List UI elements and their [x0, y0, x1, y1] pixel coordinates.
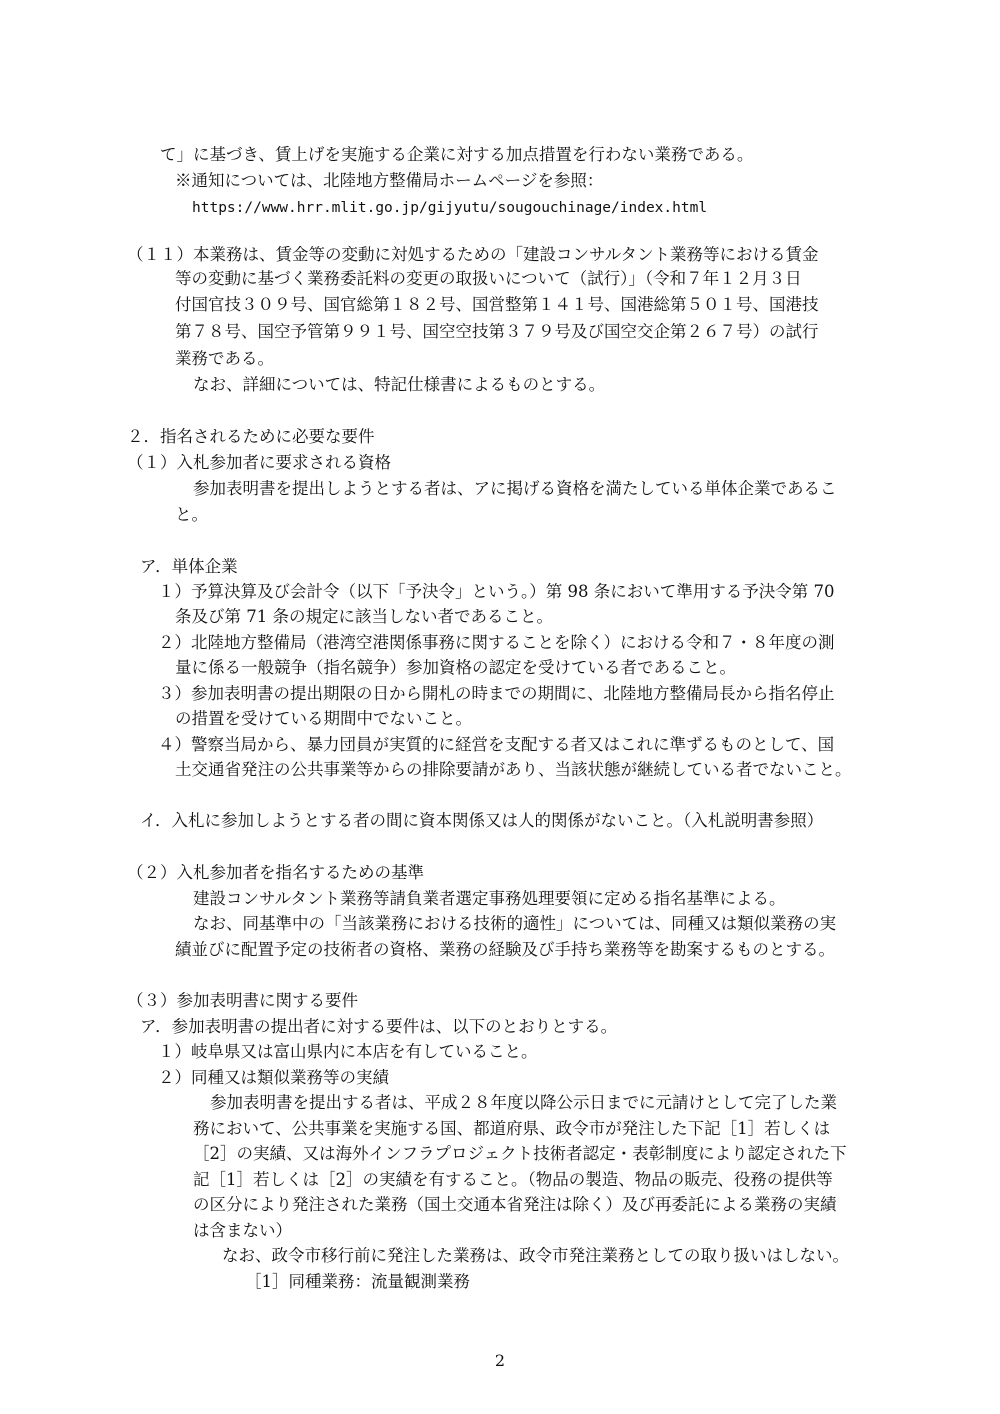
text-line: 第７８号、国空予管第９９１号、国空空技第３７９号及び国空交企第２６７号）の試行 — [175, 322, 819, 341]
text-line: 績並びに配置予定の技術者の資格、業務の経験及び手持ち業務等を勘案するものとする。 — [175, 940, 835, 959]
item-heading: イ．入札に参加しようとする者の間に資本関係又は人的関係がないこと。（入札説明書参照） — [140, 811, 824, 830]
text-line: 付国官技３０９号、国官総第１８２号、国営整第１４１号、国港総第５０１号、国港技 — [175, 295, 819, 314]
page-number: 2 — [494, 1351, 506, 1370]
text-line: ３）参加表明書の提出期限の日から開札の時までの期間に、北陸地方整備局長から指名停止 — [158, 684, 835, 703]
text-line: なお、政令市移行前に発注した業務は、政令市発注業務としての取り扱いはしない。 — [222, 1246, 849, 1265]
text-line: て」に基づき、賃上げを実施する企業に対する加点措置を行わない業務である。 — [160, 145, 754, 164]
item-heading: ア．参加表明書の提出者に対する要件は、以下のとおりとする。 — [140, 1017, 618, 1036]
text-line: 条及び第 71 条の規定に該当しない者であること。 — [175, 607, 553, 626]
text-line: ４）警察当局から、暴力団員が実質的に経営を支配する者又はこれに準ずるものとして、国 — [158, 735, 835, 754]
text-line: ［2］の実績、又は海外インフラプロジェクト技術者認定・表彰制度により認定された下 — [193, 1144, 847, 1163]
section-heading: ２．指名されるために必要な要件 — [127, 427, 375, 446]
text-line: ※通知については、北陸地方整備局ホームページを参照： — [175, 171, 604, 190]
text-line: 等の変動に基づく業務委託料の変更の取扱いについて（試行）」（令和７年１２月３日 — [175, 269, 802, 288]
text-line: １）予算決算及び会計令（以下「予決令」という。）第 98 条において準用する予決令第 70 — [158, 582, 835, 601]
url-text: https://www.hrr.mlit.go.jp/gijyutu/sougouchinage/index.html — [192, 200, 708, 216]
text-line: 業務である。 — [175, 349, 274, 368]
item-heading: ア．単体企業 — [140, 557, 238, 576]
subsection-heading: （１）入札参加者に要求される資格 — [127, 453, 391, 472]
text-line: 土交通省発注の公共事業等からの排除要請があり、当該状態が継続している者でないこと。 — [175, 760, 852, 779]
text-line: 務において、公共事業を実施する国、都道府県、政令市が発注した下記［1］若しくは — [193, 1119, 831, 1138]
text-line: と。 — [175, 505, 208, 524]
text-line: なお、同基準中の「当該業務における技術的適性」については、同種又は類似業務の実 — [193, 914, 837, 933]
text-line: は含まない） — [193, 1221, 292, 1240]
text-line: ２）北陸地方整備局（港湾空港関係事務に関することを除く）における令和７・８年度の測 — [158, 633, 835, 652]
subsection-heading: （２）入札参加者を指名するための基準 — [127, 863, 424, 882]
text-line: ［1］同種業務：流量観測業務 — [245, 1272, 470, 1291]
text-line: 量に係る一般競争（指名競争）参加資格の認定を受けている者であること。 — [175, 658, 736, 677]
text-line: なお、詳細については、特記仕様書によるものとする。 — [193, 375, 606, 394]
subsection-heading: （３）参加表明書に関する要件 — [127, 991, 358, 1010]
text-line: 参加表明書を提出しようとする者は、アに掲げる資格を満たしている単体企業であるこ — [193, 479, 837, 498]
text-line: 参加表明書を提出する者は、平成２８年度以降公示日までに元請けとして完了した業 — [210, 1093, 837, 1112]
text-line: 記［1］若しくは［2］の実績を有すること。（物品の製造、物品の販売、役務の提供等 — [193, 1170, 833, 1189]
text-line: の区分により発注された業務（国土交通本省発注は除く）及び再委託による業務の実績 — [193, 1195, 837, 1214]
text-line: の措置を受けている期間中でないこと。 — [175, 709, 472, 728]
text-line: ２）同種又は類似業務等の実績 — [158, 1068, 389, 1087]
text-line: １）岐阜県又は富山県内に本店を有していること。 — [158, 1042, 538, 1061]
text-line: 建設コンサルタント業務等請負業者選定事務処理要領に定める指名基準による。 — [193, 889, 786, 908]
text-line: （１１）本業務は、賃金等の変動に対処するための「建設コンサルタント業務等における賃金 — [127, 245, 819, 264]
